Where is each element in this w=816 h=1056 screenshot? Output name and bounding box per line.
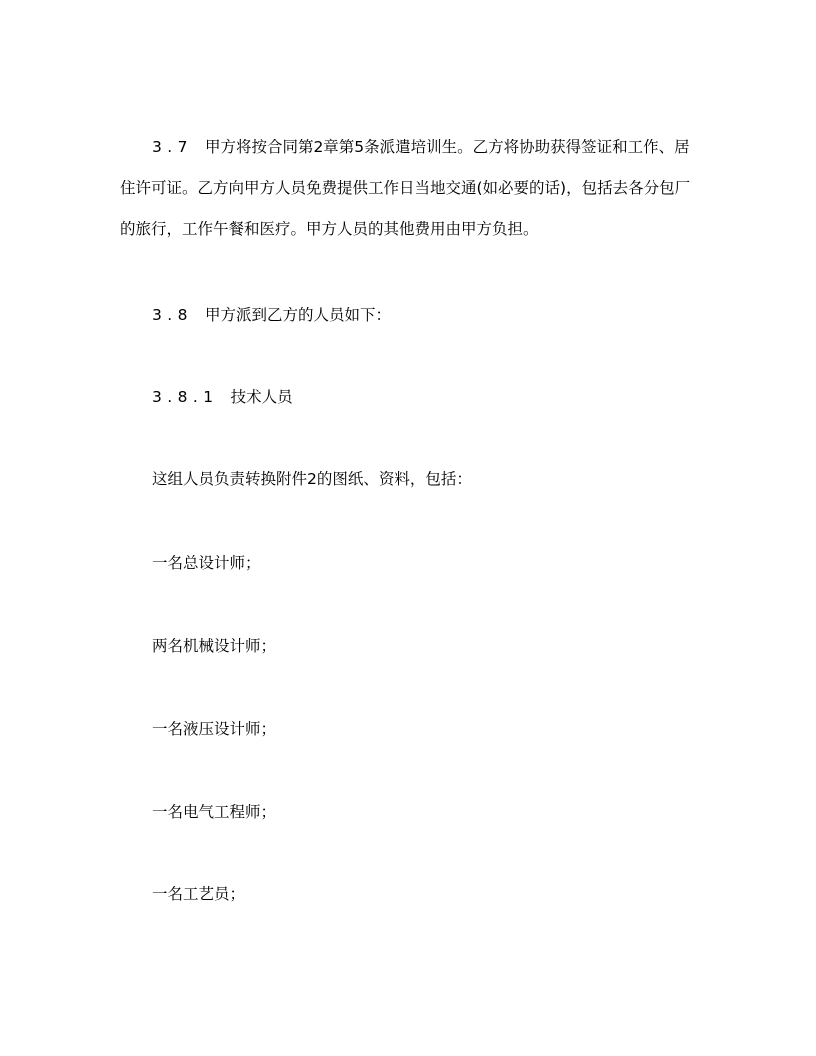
list-item: 一名电气工程师； xyxy=(152,803,277,821)
clause-text: 技术人员 xyxy=(230,388,293,406)
clause-text: 甲方将按合同第2章第5条派遣培训生。乙方将协助获得签证和工作、居住许可证。乙方向甲方人员免费提供工作日当地交通(如必要的话)，包括去各分包厂的旅行，工作午餐和医疗。甲方人员的其他费用由甲方负担。 xyxy=(120,138,691,238)
staff-intro: 这组人员负责转换附件2的图纸、资料，包括： xyxy=(152,470,472,488)
list-item: 两名机械设计师； xyxy=(152,637,277,655)
clause-number: 3.8 xyxy=(152,306,193,324)
clause-text: 甲方派到乙方的人员如下： xyxy=(204,306,391,324)
clause-number: 3.8.1 xyxy=(152,388,219,406)
clause-3-7 xyxy=(120,127,704,250)
list-item: 一名液压设计师； xyxy=(152,720,277,738)
clause-number: 3.7 xyxy=(152,138,193,156)
clause-3-8 xyxy=(152,305,391,325)
list-item: 一名总设计师； xyxy=(152,554,261,572)
list-item: 一名工艺员； xyxy=(152,885,246,903)
clause-3-8-1 xyxy=(152,387,293,407)
